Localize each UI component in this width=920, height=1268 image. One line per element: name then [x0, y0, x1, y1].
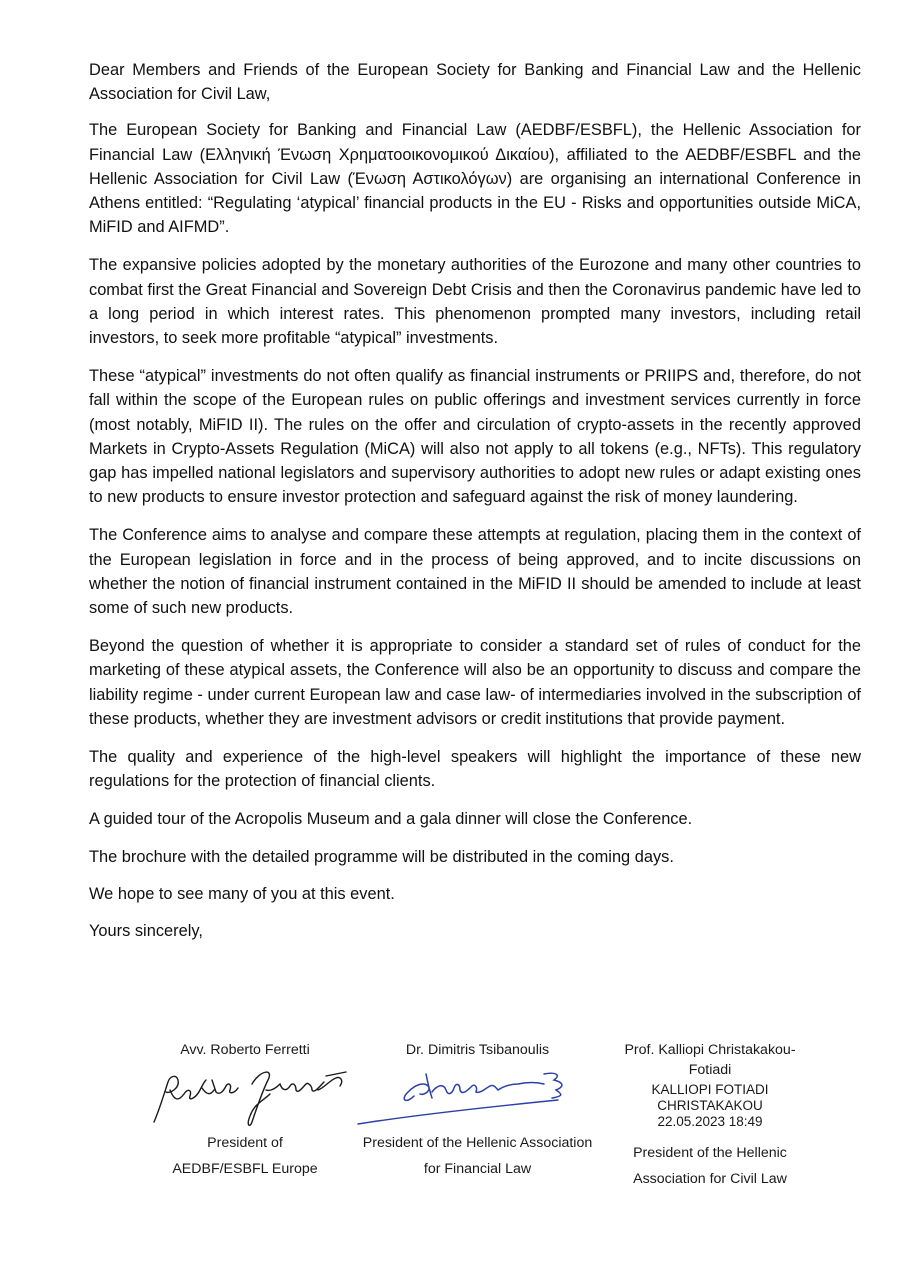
paragraph-guided-tour: A guided tour of the Acropolis Museum and a gala dinner will close the Conference. [89, 810, 693, 829]
stamp-line3: 22.05.2023 18:49 [657, 1114, 763, 1129]
signatory-role-line2: Association for Civil Law [633, 1171, 787, 1187]
paragraph-atypical-investments: These “atypical” investments do not often qualify as financial instruments or PRIIPS and, therefore, do not fall within the scope of the European rules on public offerings and investment services currently in force (most notably, MiFID II). The rules on the offer and circulation of crypto-assets in the recently approved Markets in Crypto-Assets Regulation (MiCA) will also not apply to all tokens (e.g., NFTs). This regulatory gap has impelled national legislators and supervisory authorities to adopt new rules or adapt existing ones to new products to ensure investor protection and safeguard against the risk of money laundering. [89, 367, 861, 507]
signature-block [0, 1040, 920, 1240]
signatory-role-line1: President of the Hellenic [633, 1145, 787, 1161]
paragraph-hope: We hope to see many of you at this event. [89, 884, 395, 903]
paragraph-conference-aims: The Conference aims to analyse and compare these attempts at regulation, placing them in the context of the European legislation in force and in the process of being approved, and to incite discussions on whether the notion of financial instrument contained in the MiFID II should be amended to include at least some of such new products. [89, 526, 861, 618]
closing: Yours sincerely, [89, 922, 203, 941]
signatory-role-line1: President of [207, 1135, 283, 1151]
salutation: Dear Members and Friends of the European Society for Banking and Financial Law and the Hellenic Association for Civil Law, [89, 61, 861, 104]
paragraph-intro: The European Society for Banking and Financial Law (AEDBF/ESBFL), the Hellenic Association for Financial Law (Ελληνική Ένωση Χρηματοοικονομικού Δικαίου), affiliated to the AEDBF/ESBFL and the Hellenic Association for Civil Law (Ένωση Αστικολόγων) are organising an international Conference in Athens entitled: “Regulating ‘atypical’ financial products in the EU - Risks and opportunities outside MiCA, MiFID and AIFMD”. [89, 121, 861, 237]
paragraph-speakers: The quality and experience of the high-level speakers will highlight the importance of these new regulations for the protection of financial clients. [89, 748, 861, 791]
signatory-name-line1: Prof. Kalliopi Christakakou- [624, 1042, 796, 1058]
paragraph-brochure: The brochure with the detailed programme will be distributed in the coming days. [89, 847, 674, 866]
signatory-name-line2: Fotiadi [688, 1062, 732, 1078]
signatory-role-line1: President of the Hellenic Association [362, 1135, 593, 1151]
signatory-tsibanoulis [345, 1040, 610, 1182]
signatory-christakakou [600, 1040, 820, 1192]
signatory-role-line2: AEDBF/ESBFL Europe [172, 1161, 318, 1177]
stamp-line2: CHRISTAKAKOU [657, 1098, 763, 1113]
stamp-line1: KALLIOPI FOTIADI [651, 1082, 769, 1097]
paragraph-liability-regime: Beyond the question of whether it is appropriate to consider a standard set of rules of conduct for the marketing of these atypical assets, the Conference will also be an opportunity to discuss and compare the liability regime - under current European law and case law- of intermediaries involved in the subscription of these products, whether they are investment advisors or credit institutions that provide payment. [89, 637, 861, 728]
signatory-ferretti [140, 1040, 350, 1182]
digital-signature-stamp [600, 1082, 820, 1130]
handwritten-signature-tsibanoulis [348, 1060, 608, 1130]
signatory-name: Avv. Roberto Ferretti [180, 1042, 310, 1058]
handwritten-signature-ferretti [140, 1060, 360, 1130]
signatory-role-line2: for Financial Law [423, 1161, 532, 1177]
letter-body [89, 58, 861, 957]
paragraph-policies: The expansive policies adopted by the monetary authorities of the Eurozone and many other countries to combat first the Great Financial and Sovereign Debt Crisis and then the Coronavirus pandemic have led to a long period in which interest rates. This phenomenon prompted many investors, including retail investors, to seek more profitable “atypical” investments. [89, 256, 861, 348]
signatory-name: Dr. Dimitris Tsibanoulis [405, 1042, 550, 1058]
